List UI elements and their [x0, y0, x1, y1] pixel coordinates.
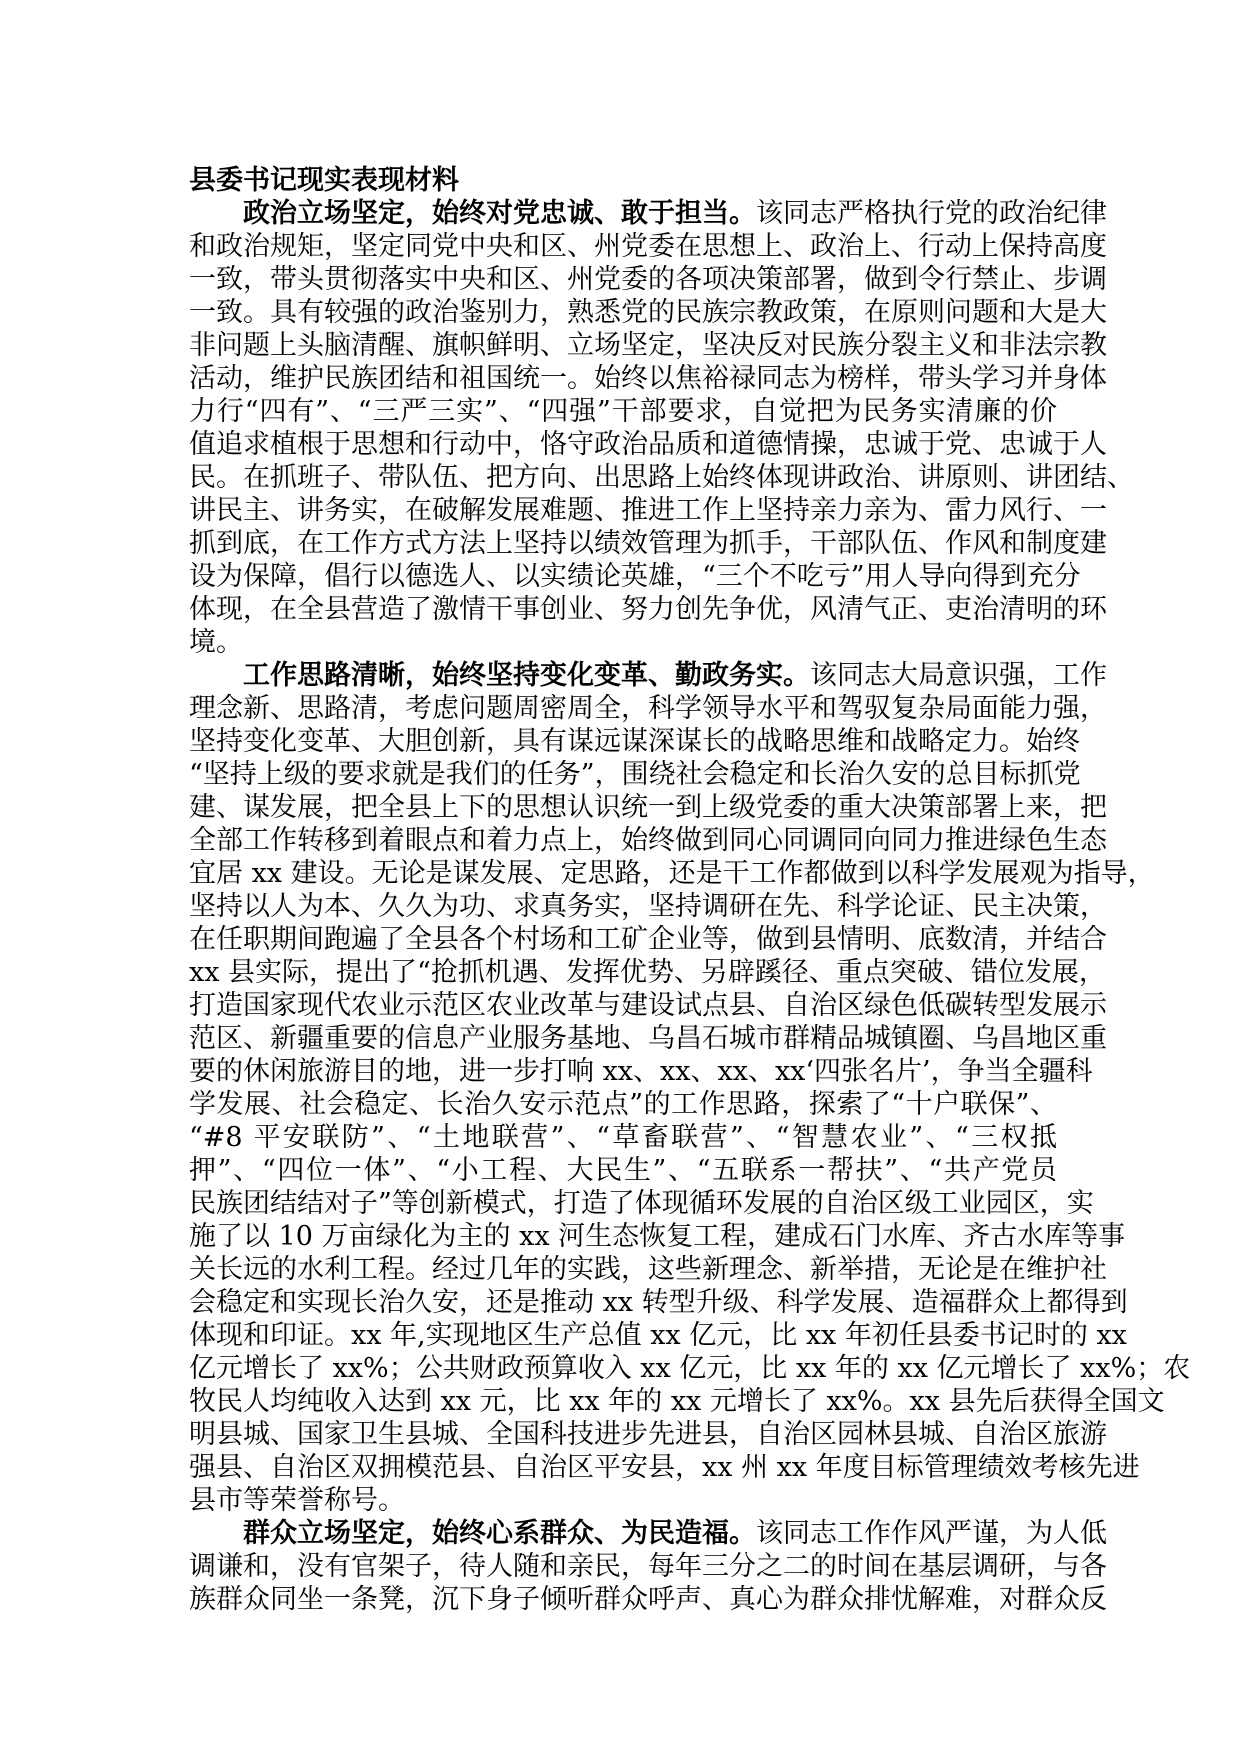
- text-line: xx 县实际，提出了“抢抓机遇、发挥优势、另辟蹊径、重点突破、错位发展，: [189, 957, 1106, 988]
- text-line: 要的休闲旅游目的地，进一步打响 xx、xx、xx、xx‘四张名片’，争当全疆科: [189, 1056, 1093, 1087]
- text-line: 体现和印证。xx 年,实现地区生产总值 xx 亿元，比 xx 年初任县委书记时的 xx: [189, 1320, 1127, 1351]
- text-line: 会稳定和实现长治久安，还是推动 xx 转型升级、科学发展、造福群众上都得到: [189, 1287, 1128, 1318]
- text-line: 坚持以人为本、久久为功、求真务实，坚持调研在先、科学论证、民主决策，: [189, 891, 1107, 922]
- text-line: [189, 659, 1107, 692]
- text-line: 设为保障，倡行以德选人、以实绩论英雄，“三个不吃亏”用人导向得到充分: [189, 561, 1081, 592]
- text-line: 值追求植根于思想和行动中，恪守政治品质和道德情操，忠诚于党、忠诚于人: [189, 429, 1107, 460]
- text-line: 关长远的水利工程。经过几年的实践，这些新理念、新举措，无论是在维护社: [189, 1254, 1107, 1285]
- paragraph-text: 该同志大局意识强，工作: [810, 660, 1107, 691]
- text-line: 强县、自治区双拥模范县、自治区平安县，xx 州 xx 年度目标管理绩效考核先进: [189, 1452, 1140, 1483]
- text-line: “坚持上级的要求就是我们的任务”，围绕社会稳定和长治久安的总目标抓党: [189, 759, 1081, 790]
- text-line: 在任职期间跑遍了全县各个村场和工矿企业等，做到县情明、底数清，并结合: [189, 924, 1107, 955]
- text-line: 建、谋发展，把全县上下的思想认识统一到上级党委的重大决策部署上来，把: [189, 792, 1107, 823]
- text-line: 坚持变化变革、大胆创新，具有谋远谋深谋长的战略思维和战略定力。始终: [189, 726, 1080, 757]
- text-line: 施了以 10 万亩绿化为主的 xx 河生态恢复工程，建成石门水库、齐古水库等事: [189, 1221, 1126, 1252]
- text-line: 一致。具有较强的政治鉴别力，熟悉党的民族宗教政策，在原则问题和大是大: [189, 297, 1107, 328]
- paragraph-text: 该同志严格执行党的政治纪律: [756, 198, 1107, 229]
- text-line: 范区、新疆重要的信息产业服务基地、乌昌石城市群精品城镇圈、乌昌地区重: [189, 1023, 1107, 1054]
- paragraph-lead-heading: 工作思路清晰，始终坚持变化变革、勤政务实。: [243, 660, 810, 691]
- text-line: 力行“四有”、“三严三实”、“四强”干部要求，自觉把为民务实清廉的价: [189, 396, 1057, 427]
- text-line: 调谦和，没有官架子，待人随和亲民，每年三分之二的时间在基层调研，与各: [189, 1551, 1107, 1582]
- text-line: 押”、“四位一体”、“小工程、大民生”、“五联系一帮扶”、“共产党员: [189, 1155, 1057, 1186]
- paragraph: [189, 197, 1134, 659]
- text-line: 全部工作转移到着眼点和着力点上，始终做到同心同调同向同力推进绿色生态: [189, 825, 1107, 856]
- text-line: 讲民主、讲务实，在破解发展难题、推进工作上坚持亲力亲为、雷力风行、一: [189, 495, 1107, 526]
- text-line: 亿元增长了 xx%；公共财政预算收入 xx 亿元，比 xx 年的 xx 亿元增长了 xx%；农: [189, 1353, 1191, 1384]
- text-line: 和政治规矩，坚定同党中央和区、州党委在思想上、政治上、行动上保持高度: [189, 231, 1107, 262]
- text-line: 非问题上头脑清醒、旗帜鲜明、立场坚定，坚决反对民族分裂主义和非法宗教: [189, 330, 1107, 361]
- paragraph-lead-heading: 政治立场坚定，始终对党忠诚、敢于担当。: [243, 198, 756, 229]
- text-line: “#8 平安联防”、“土地联营”、“草畜联营”、“智慧农业”、“三权抵: [189, 1122, 1057, 1153]
- text-line: 抓到底，在工作方式方法上坚持以绩效管理为抓手，干部队伍、作风和制度建: [189, 528, 1107, 559]
- text-line: 体现，在全县营造了激情干事创业、努力创先争优，风清气正、吏治清明的环: [189, 594, 1107, 625]
- text-line: 一致，带头贯彻落实中央和区、州党委的各项决策部署，做到令行禁止、步调: [189, 264, 1107, 295]
- text-line: 民族团结结对子”等创新模式，打造了体现循环发展的自治区级工业园区，实: [189, 1188, 1094, 1219]
- text-line: 县市等荣誉称号。: [189, 1485, 405, 1516]
- text-line: 打造国家现代农业示范区农业改革与建设试点县、自治区绿色低碳转型发展示: [189, 990, 1107, 1021]
- text-line: [189, 197, 1107, 230]
- paragraph-lead-heading: 群众立场坚定，始终心系群众、为民造福。: [243, 1518, 756, 1549]
- paragraph: [189, 659, 1191, 1517]
- text-line: 理念新、思路清，考虑问题周密周全，科学领导水平和驾驭复杂局面能力强，: [189, 693, 1107, 724]
- text-line: 宜居 xx 建设。无论是谋发展、定思路，还是干工作都做到以科学发展观为指导，: [189, 858, 1155, 889]
- text-line: 族群众同坐一条凳，沉下身子倾听群众呼声、真心为群众排忧解难，对群众反: [189, 1584, 1107, 1615]
- text-line: 活动，维护民族团结和祖国统一。始终以焦裕禄同志为榜样，带头学习并身体: [189, 363, 1107, 394]
- text-line: 学发展、社会稳定、长治久安示范点”的工作思路，探索了“十户联保”、: [189, 1089, 1057, 1120]
- document-title: 县委书记现实表现材料: [189, 165, 459, 196]
- document-body: [189, 164, 1191, 1616]
- paragraph: [189, 1517, 1107, 1616]
- paragraph-text: 该同志工作作风严谨，为人低: [756, 1518, 1107, 1549]
- text-line: [189, 1517, 1107, 1550]
- text-line: 牧民人均纯收入达到 xx 元，比 xx 年的 xx 元增长了 xx%。xx 县先后获得全国文: [189, 1386, 1165, 1417]
- text-line: 明县城、国家卫生县城、全国科技进步先进县，自治区园林县城、自治区旅游: [189, 1419, 1107, 1450]
- text-line: 民。在抓班子、带队伍、把方向、出思路上始终体现讲政治、讲原则、讲团结、: [189, 462, 1134, 493]
- text-line: 境。: [189, 627, 243, 658]
